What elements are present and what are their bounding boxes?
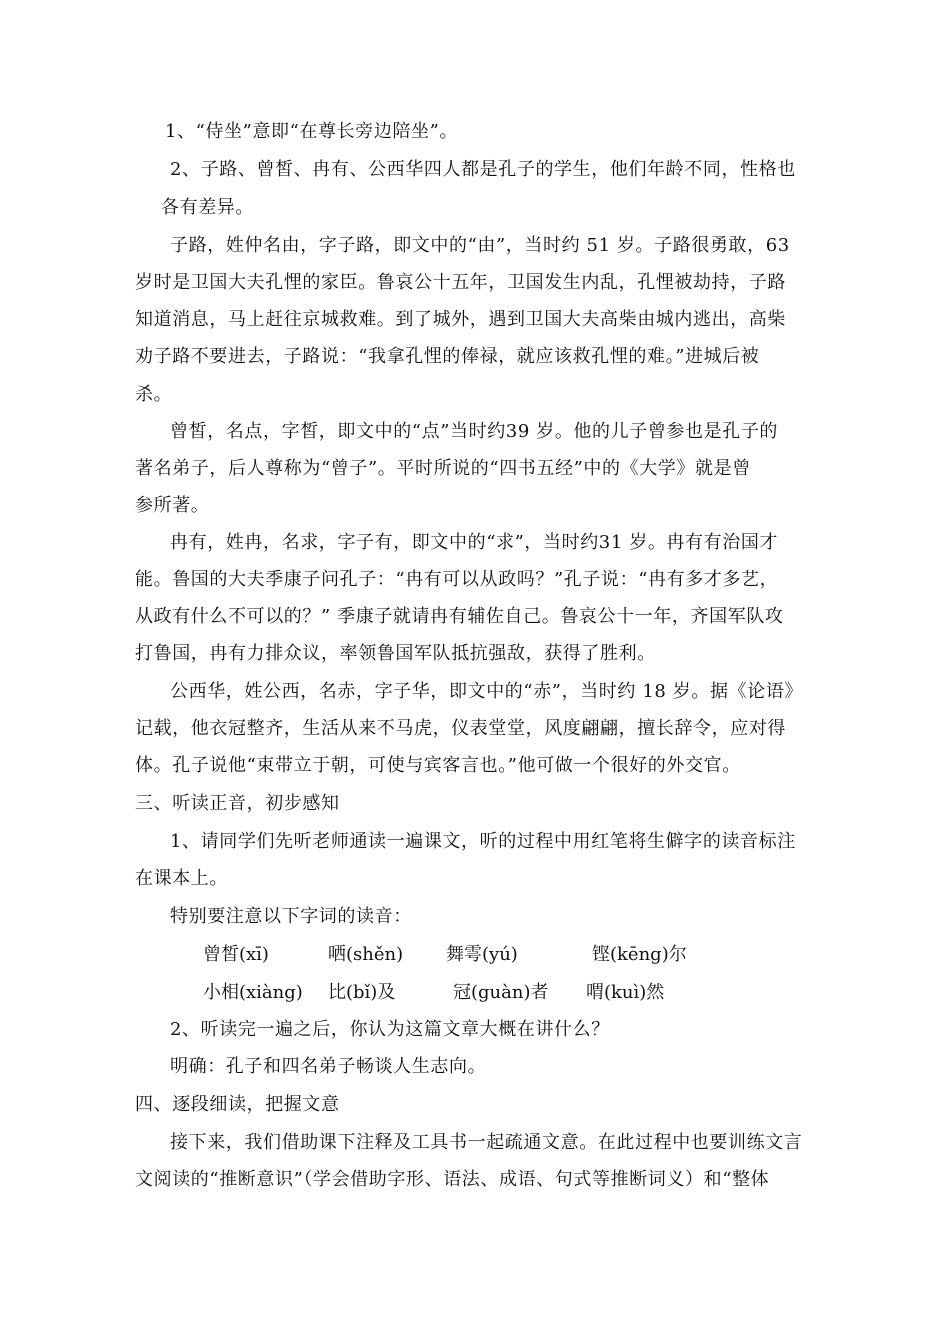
- pronunciation-item: 小相(xiàng): [203, 982, 303, 1003]
- section-heading: 四、逐段细读，把握文意: [135, 1094, 340, 1115]
- text-line: 杀。: [135, 384, 173, 405]
- text-line: 2、听读完一遍之后，你认为这篇文章大概在讲什么？: [170, 1019, 610, 1040]
- text-line: 子路，姓仲名由，字子路，即文中的“由”，当时约 51 岁。子路很勇敢，63: [170, 235, 790, 256]
- text-line: 从政有什么不可以的？” 季康子就请冉有辅佐自己。鲁哀公十一年，齐国军队攻: [135, 606, 784, 627]
- text-line: 岁时是卫国大夫孔悝的家臣。鲁哀公十五年，卫国发生内乱，孔悝被劫持，子路: [135, 272, 786, 293]
- text-line: 劝子路不要进去，子路说：“我拿孔悝的俸禄，就应该救孔悝的难。”进城后被: [135, 346, 760, 367]
- pronunciation-item: 铿(kēng)尔: [592, 944, 687, 965]
- pronunciation-item: 喟(kuì)然: [586, 982, 665, 1003]
- text-line: 在课本上。: [135, 868, 228, 889]
- text-line: 公西华，姓公西，名赤，字子华，即文中的“赤”，当时约 18 岁。据《论语》: [170, 681, 803, 702]
- text-line: 各有差异。: [161, 197, 254, 218]
- pronunciation-item: 舞雩(yú): [446, 944, 518, 965]
- text-line: 明确：孔子和四名弟子畅谈人生志向。: [170, 1056, 487, 1077]
- text-line: 接下来，我们借助课下注释及工具书一起疏通文意。在此过程中也要训练文言: [170, 1132, 803, 1153]
- pronunciation-item: 冠(guàn)者: [453, 982, 549, 1003]
- pronunciation-item: 哂(shěn): [328, 944, 404, 965]
- text-line: 2、子路、曾皙、冉有、公西华四人都是孔子的学生，他们年龄不同，性格也: [170, 159, 796, 180]
- text-line: 曾皙，名点，字皙，即文中的“点”当时约39 岁。他的儿子曾参也是孔子的: [170, 421, 779, 442]
- text-line: 文阅读的“推断意识”（学会借助字形、语法、成语、句式等推断词义）和“整体: [135, 1169, 770, 1190]
- text-line: 体。孔子说他“束带立于朝，可使与宾客言也。”他可做一个很好的外交官。: [135, 755, 741, 776]
- text-line: 1、“侍坐”意即“在尊长旁边陪坐”。: [165, 121, 459, 142]
- text-line: 能。鲁国的大夫季康子问孔子：“冉有可以从政吗？”孔子说：“冉有多才多艺，: [135, 569, 779, 590]
- text-line: 特别要注意以下字词的读音：: [170, 906, 412, 927]
- text-line: 参所著。: [135, 495, 210, 516]
- text-line: 记载，他衣冠整齐，生活从来不马虎，仪表堂堂，风度翩翩，擅长辞令，应对得: [135, 718, 786, 739]
- text-line: 打鲁国，冉有力排众议，率领鲁国军队抵抗强敌，获得了胜利。: [135, 643, 656, 664]
- text-line: 著名弟子，后人尊称为“曾子”。平时所说的“四书五经”中的《大学》就是曾: [135, 458, 751, 479]
- pronunciation-item: 曾皙(xī): [203, 944, 269, 965]
- text-line: 知道消息，马上赶往京城救难。到了城外，遇到卫国大夫高柴由城内逃出，高柴: [135, 309, 786, 330]
- text-line: 冉有，姓冉，名求，字子有，即文中的“求”，当时约31 岁。冉有有治国才: [170, 532, 779, 553]
- section-heading: 三、听读正音，初步感知: [135, 793, 340, 814]
- pronunciation-item: 比(bǐ)及: [328, 982, 396, 1003]
- text-line: 1、请同学们先听老师通读一遍课文，听的过程中用红笔将生僻字的读音标注: [170, 831, 796, 852]
